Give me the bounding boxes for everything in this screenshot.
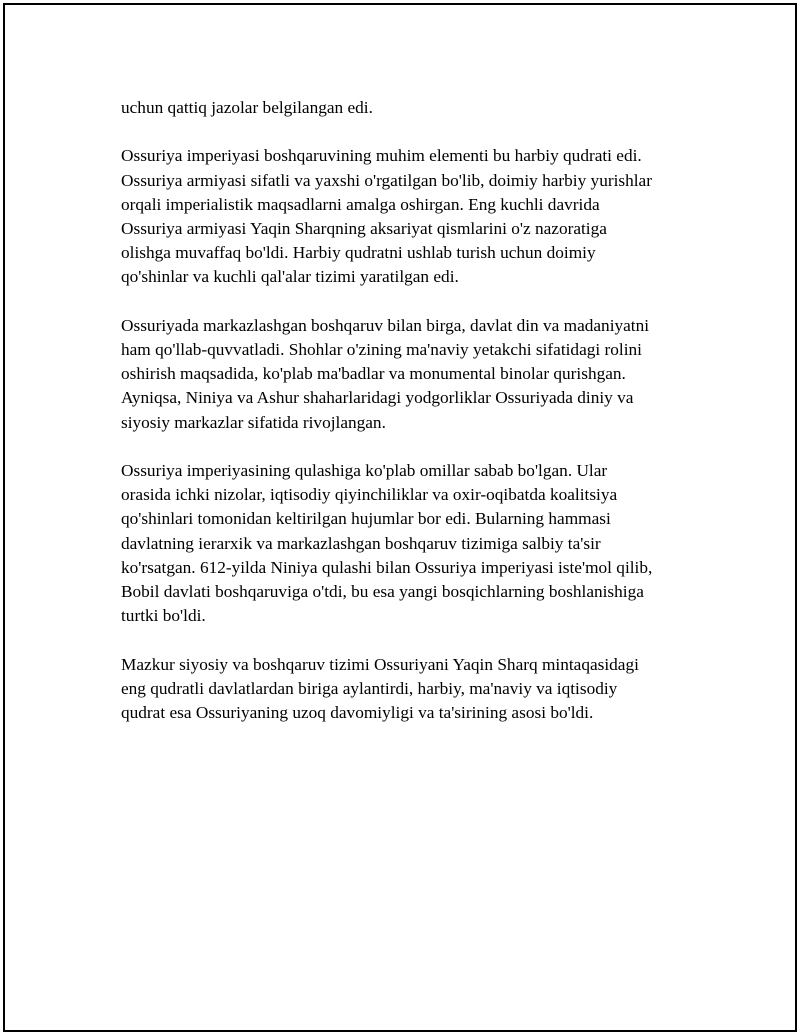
document-body [121, 96, 696, 749]
document-page [3, 3, 797, 1032]
paragraph-4: Ossuriya imperiyasining qulashiga ko'plab omillar sabab bo'lgan. Ular orasida ichki nizolar, iqtisodiy qiyinchiliklar va oxir-oqibatda koalitsiya qo'shinlari tomonidan keltirilgan hujumlar bor edi. Bularning hammasi davlatning ierarxik va markazlashgan boshqaruv tizimiga salbiy ta'sir ko'rsatgan. 612-yilda Niniya qulashi bilan Ossuriya imperiyasi iste'mol qilib, Bobil davlati boshqaruviga o'tdi, bu esa yangi bosqichlarning boshlanishiga turtki bo'ldi. [121, 461, 653, 626]
paragraph-1: uchun qattiq jazolar belgilangan edi. [121, 98, 373, 117]
paragraph-3: Ossuriyada markazlashgan boshqaruv bilan birga, davlat din va madaniyatni ham qo'llab-quvvatladi. Shohlar o'zining ma'naviy yetakchi sifatidagi rolini oshirish maqsadida, ko'plab ma'badlar va monumental binolar qurishgan. Ayniqsa, Niniya va Ashur shaharlaridagi yodgorliklar Ossuriyada diniy va siyosiy markazlar sifatida rivojlangan. [121, 315, 650, 432]
paragraph-2: Ossuriya imperiyasi boshqaruvining muhim elementi bu harbiy qudrati edi. Ossuriya armiyasi sifatli va yaxshi o'rgatilgan bo'lib, doimiy harbiy yurishlar orqali imperialistik maqsadlarni amalga oshirgan. Eng kuchli davrida Ossuriya armiyasi Yaqin Sharqning aksariyat qismlarini o'z nazoratiga olishga muvaffaq bo'ldi. Harbiy qudratni ushlab turish uchun doimiy qo'shinlar va kuchli qal'alar tizimi yaratilgan edi. [121, 146, 652, 287]
paragraph-5: Mazkur siyosiy va boshqaruv tizimi Ossuriyani Yaqin Sharq mintaqasidagi eng qudratli davlatlardan biriga aylantirdi, harbiy, ma'naviy va iqtisodiy qudrat esa Ossuriyaning uzoq davomiyligi va ta'sirining asosi bo'ldi. [121, 654, 639, 723]
